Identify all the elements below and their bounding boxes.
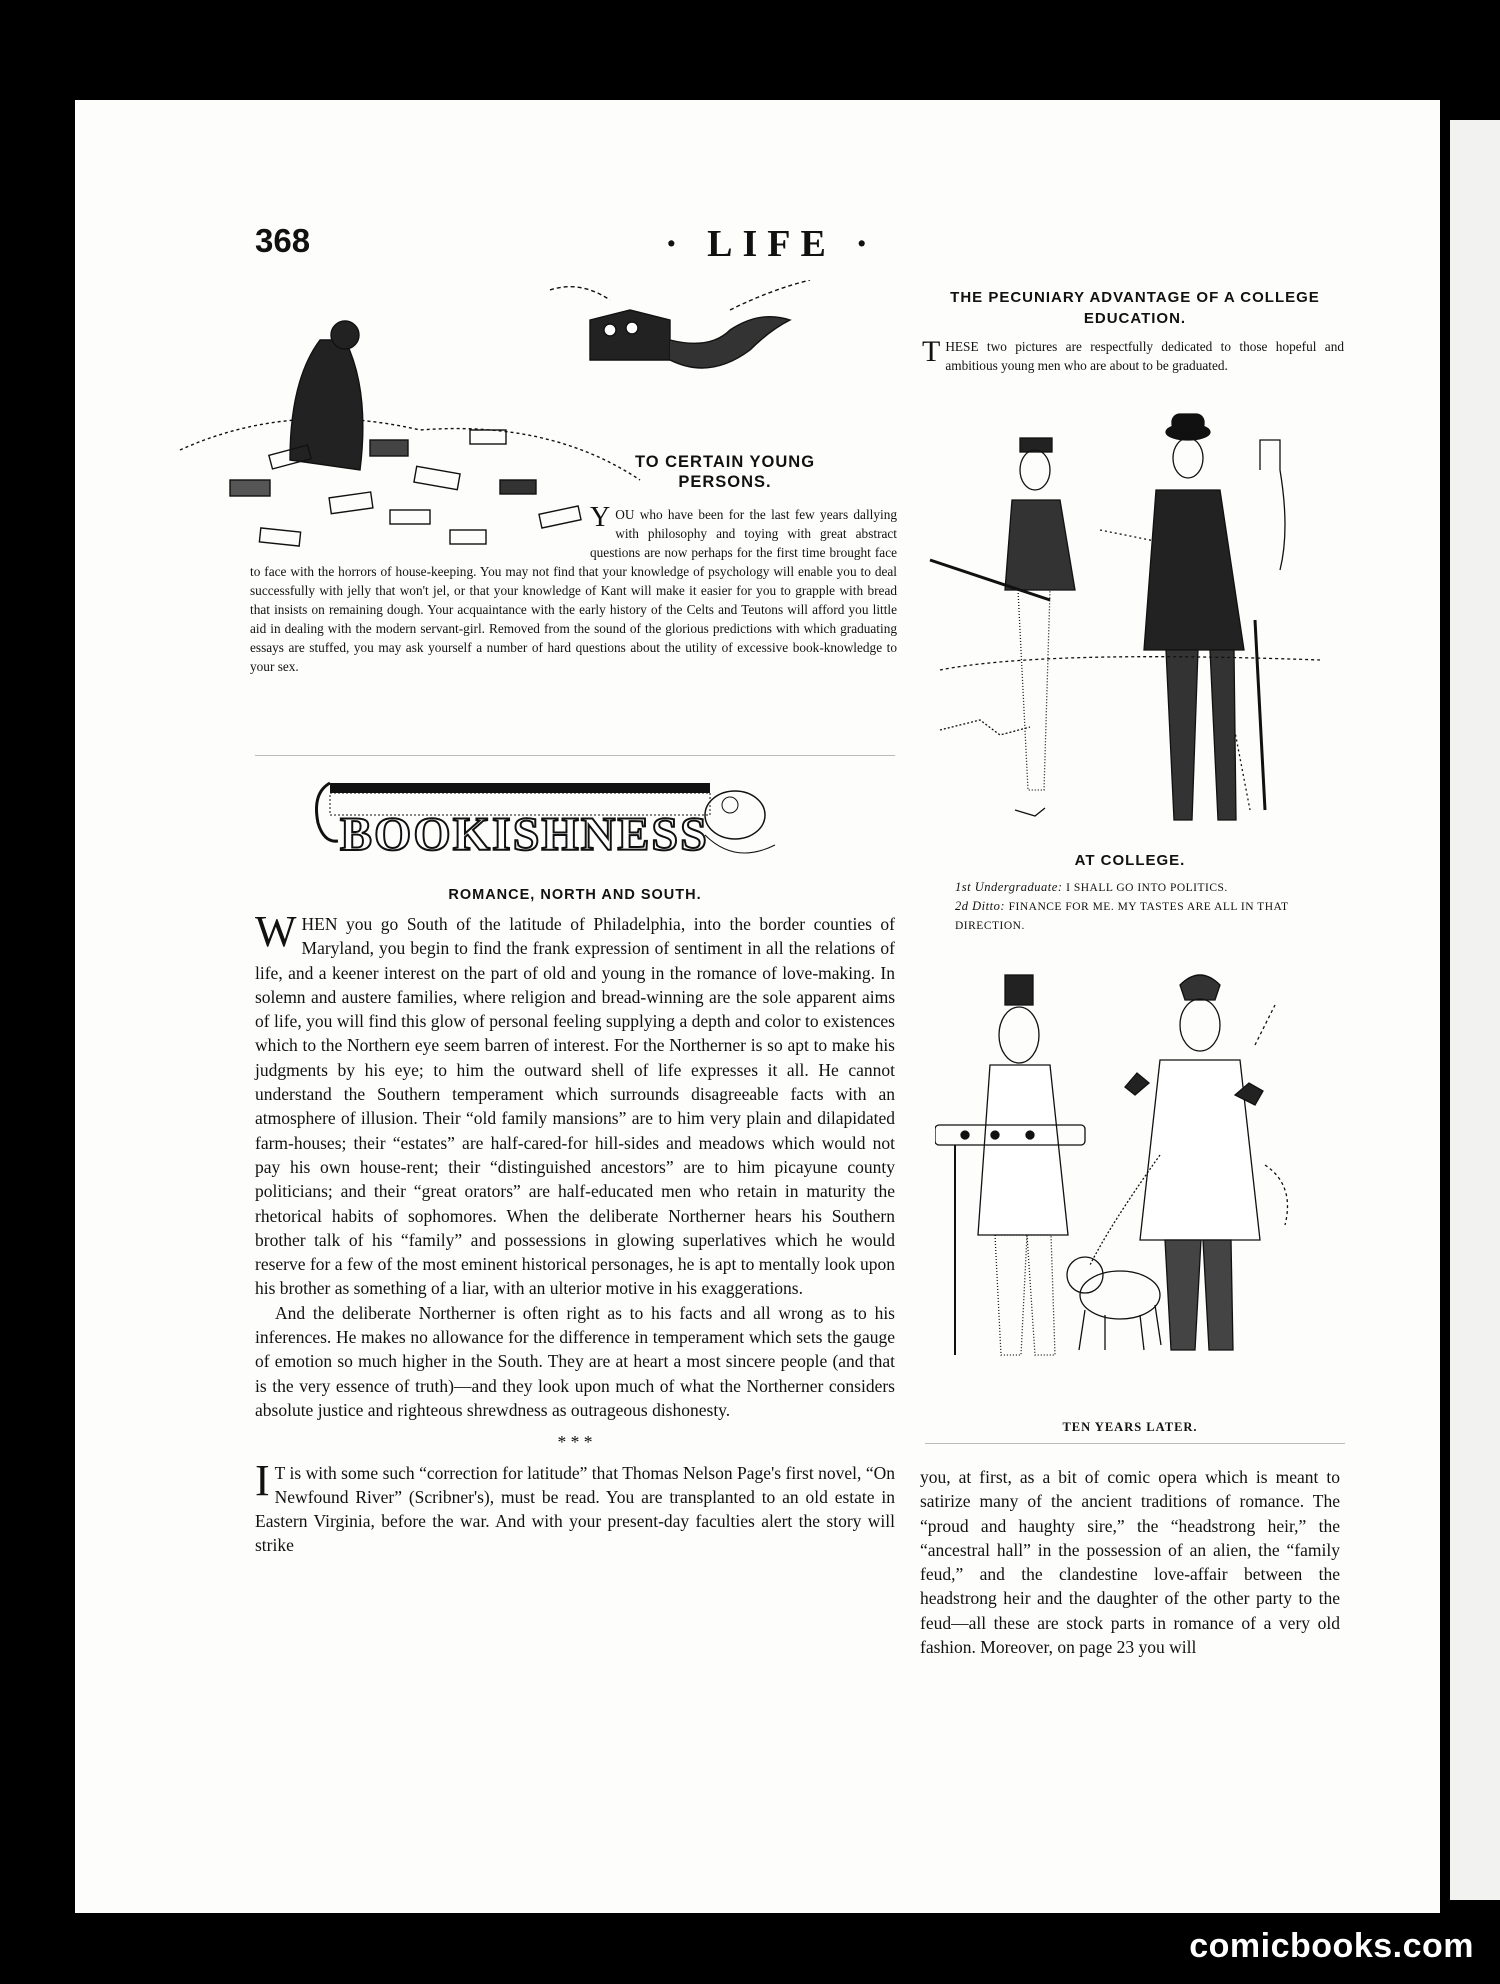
site-watermark: comicbooks.com: [1189, 1927, 1474, 1965]
review-paragraph-3: [255, 1455, 895, 1558]
certain-young-persons-heading: TO CERTAIN YOUNG PERSONS.: [634, 453, 816, 491]
certain-young-persons-text: OU who have been for the last few years dallying with philosophy and toying with great abstract questions are now perhaps for the first time brought face to face with the horrors of house-keeping. You may not find that your knowledge of psychology will enable you to deal successfully with jelly that won't jel, or that your knowledge of Kant will make it easier for you to grapple with bread that insists on remaining dough. Your acquaintance with the early history of the Celts and Teutons will afford you little aid in dealing with the modern servant-girl. Removed from the sound of the glorious predictions with which graduating essays are stuffed, you may ask yourself a number of hard questions about the utility of excessive book-knowledge to your sex.: [250, 507, 897, 674]
right-column-divider: [925, 1443, 1345, 1444]
review-paragraph-2: And the deliberate Northerner is often right as to his facts and all wrong as to his inferences. He makes no allowance for the difference in temperament which sets the gauge of emotion so much higher in the South. They are at heart a most sincere people (and that is the very essence of truth)—and they look upon much of what the Northerner considers absolute justice and righteous shrewdness as outrageous dishonesty.: [255, 1302, 895, 1420]
masthead-title: · LIFE ·: [665, 223, 879, 265]
at-college-caption: AT COLLEGE.: [1074, 852, 1186, 869]
dialogue-line-1: [922, 878, 1344, 897]
page-number: 368: [255, 222, 311, 259]
review-heading: ROMANCE, NORTH AND SOUTH.: [448, 887, 702, 903]
dialogue-speaker-2: 2d Ditto:: [955, 899, 1005, 913]
ten-years-later-cartoon: [935, 965, 1335, 1375]
next-page-edge: [1450, 120, 1500, 1900]
review-p1-text: HEN you go South of the latitude of Philadelphia, into the border counties of Maryland, you begin to find the frank expression of sentiment in all the relations of life, and a keener interest on the part of old and young in the romance of love-making. In solemn and austere families, where religion and bread-winning are the sole apparent aims of life, you will find this glow of personal feeling supplying a depth and color to existences which to the Northern eye seem barren of interest. For the Northerner is so apt to make his judgments by his eye; to him the outward shell of life expresses it all. He cannot understand the Southern temperament which surrounds disagreeable facts with an atmosphere of illusion. Their “old family mansions” are to him very plain and dilapidated farm-houses; their “estates” are half-cared-for hill-sides and meadows which would not pay his own house-rent; their “distinguished ancestors” are to him picayune county politicians; and their “great orators” are half-educated men who retain in maturity the rhetorical habits of sophomores. When the deliberate Northerner hears his Southern brother talk of his “family” and possessions in glowing superlatives which he would reserve for a few of the most eminent historical personages, he is apt to mentally look upon his brother as something of a liar, with an ulterior motive in his exaggerations.: [255, 914, 895, 1299]
pecuniary-intro: [922, 335, 1344, 375]
dialogue-line-2: [922, 897, 1344, 935]
dropcap-y: Y: [590, 502, 611, 533]
pecuniary-heading: THE PECUNIARY ADVANTAGE OF A COLLEGE EDUCATION.: [950, 289, 1320, 327]
bookishness-title: BOOKISHNESS: [340, 808, 709, 861]
dialogue-text-1: I SHALL GO INTO POLITICS.: [1066, 882, 1228, 894]
ten-years-later-caption: TEN YEARS LATER.: [1062, 1420, 1198, 1434]
section-stars: * * *: [557, 1432, 593, 1453]
dropcap-i: I: [255, 1455, 270, 1505]
review-p3-text: T is with some such “correction for latitude” that Thomas Nelson Page's first novel, “On Newfound River” (Scribner's), must be read. You are transplanted to an old estate in Eastern Virginia, before the war. And with your present-day faculties alert the story will strike: [255, 1462, 895, 1556]
dropcap-w: W: [255, 907, 297, 956]
review-body: [255, 907, 895, 1558]
pecuniary-intro-text: HESE two pictures are respectfully dedicated to those hopeful and ambitious young men who are about to be graduated.: [945, 339, 1344, 373]
certain-young-persons-body: [250, 502, 897, 676]
dropcap-t: T: [922, 335, 941, 368]
at-college-cartoon: [920, 410, 1345, 840]
review-paragraph-1: [255, 907, 895, 1301]
review-continued: you, at first, as a bit of comic opera which is meant to satirize many of the ancient traditions of romance. The “proud and haughty sire,” the “headstrong heir,” the “ancestral hall” in the possession of an alien, the “family feud,” and the clandestine love-affair between the headstrong heir and the daughter of the other party to the feud—all these are stock parts in romance of a very old fashion. Moreover, on page 23 you will: [920, 1467, 1340, 1658]
dialogue-text-2: FINANCE FOR ME. MY TASTES ARE ALL IN THAT DIRECTION.: [955, 901, 1289, 932]
at-college-dialogue: [922, 878, 1344, 935]
section-divider: [255, 755, 895, 756]
dialogue-speaker-1: 1st Undergraduate:: [955, 880, 1063, 894]
bookishness-banner: [310, 775, 780, 865]
